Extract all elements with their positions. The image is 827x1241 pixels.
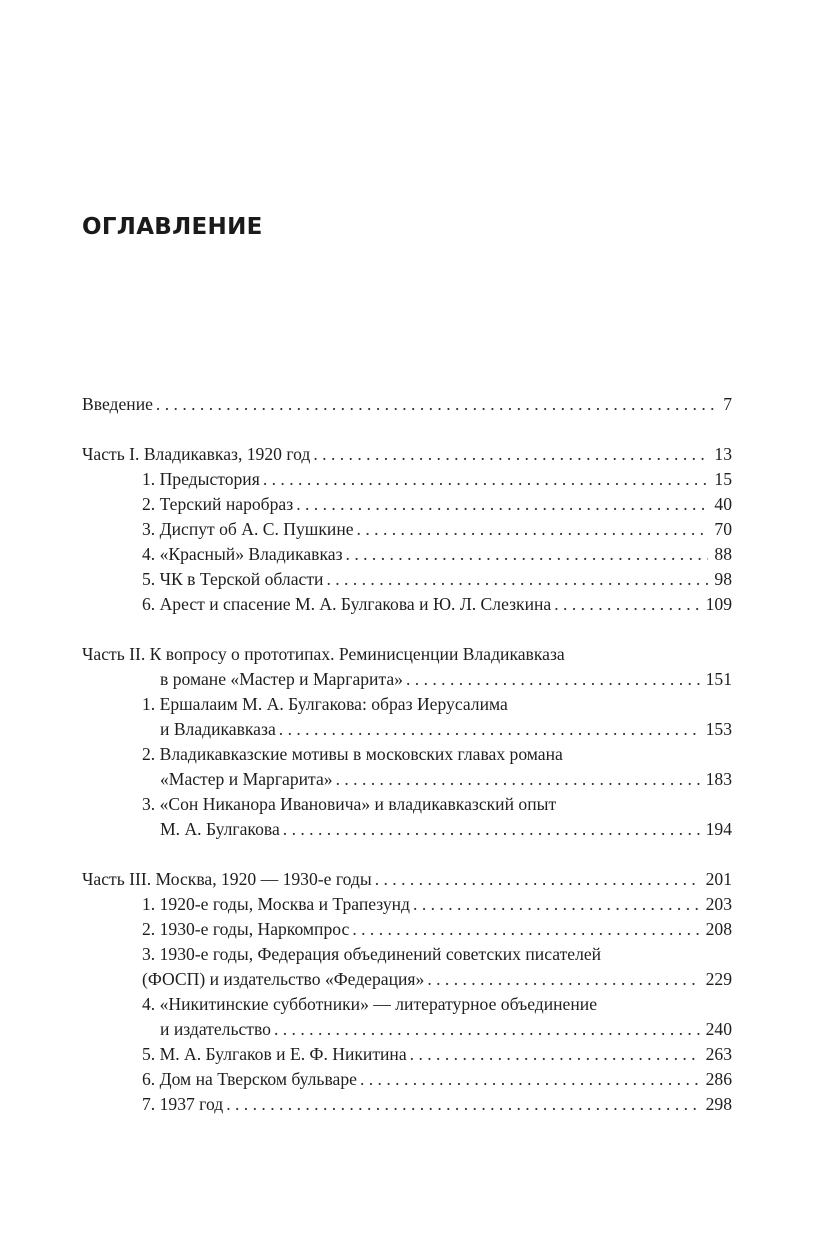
toc-entry-text: «Мастер и Маргарита» bbox=[160, 769, 333, 789]
toc-page-number: 151 bbox=[705, 669, 732, 689]
toc-entry-text: 5. ЧК в Терской области bbox=[142, 569, 324, 589]
toc-entry-text: 2. 1930-е годы, Наркомпрос bbox=[142, 919, 350, 939]
toc-entry-text: Часть I. Владикавказ, 1920 год bbox=[82, 444, 311, 464]
toc-entry-part1-ch3[interactable] bbox=[142, 517, 732, 542]
leader-dots bbox=[296, 492, 708, 517]
toc-entry-part1-ch2[interactable] bbox=[142, 492, 732, 517]
toc-page-number: 109 bbox=[705, 594, 732, 614]
toc-entry-text: 1. Предыстория bbox=[142, 469, 260, 489]
toc-entry-text: 6. Дом на Тверском бульваре bbox=[142, 1069, 357, 1089]
toc-entry-part2[interactable] bbox=[160, 667, 732, 692]
toc-page-number: 263 bbox=[705, 1044, 732, 1064]
toc-entry-text: (ФОСП) и издательство «Федерация» bbox=[142, 969, 425, 989]
toc-entry-part2-line1[interactable]: Часть II. К вопросу о прототипах. Реминисценции Владикавказа bbox=[82, 644, 565, 664]
toc-entry-part2-ch3-line1[interactable]: 3. «Сон Никанора Ивановича» и владикавказский опыт bbox=[142, 794, 557, 814]
leader-dots bbox=[406, 667, 700, 692]
toc-entry-text: 3. Диспут об А. С. Пушкине bbox=[142, 519, 354, 539]
leader-dots bbox=[279, 717, 700, 742]
toc-entry-part1[interactable] bbox=[82, 442, 732, 467]
toc-entry-part3[interactable] bbox=[82, 867, 732, 892]
toc-entry-intro[interactable] bbox=[82, 392, 732, 417]
toc-entry-part3-ch2[interactable] bbox=[142, 917, 732, 942]
toc-page-number: 7 bbox=[723, 394, 732, 414]
leader-dots bbox=[427, 967, 699, 992]
toc-entry-part2-ch1-line1[interactable]: 1. Ершалаим М. А. Булгакова: образ Иерусалима bbox=[142, 694, 508, 714]
toc-entry-part3-ch5[interactable] bbox=[142, 1042, 732, 1067]
leader-dots bbox=[360, 1067, 700, 1092]
toc-entry-text: М. А. Булгакова bbox=[160, 819, 280, 839]
leader-dots bbox=[352, 917, 699, 942]
toc-entry-text: 7. 1937 год bbox=[142, 1094, 224, 1114]
toc-entry-part1-ch6[interactable] bbox=[142, 592, 732, 617]
toc-page-number: 203 bbox=[705, 894, 732, 914]
toc-entry-text: 2. Терский наробраз bbox=[142, 494, 294, 514]
leader-dots bbox=[226, 1092, 699, 1117]
toc-page-number: 229 bbox=[705, 969, 732, 989]
leader-dots bbox=[283, 817, 700, 842]
toc-page-number: 70 bbox=[714, 519, 732, 539]
leader-dots bbox=[413, 892, 700, 917]
toc-page-number: 194 bbox=[705, 819, 732, 839]
leader-dots bbox=[410, 1042, 700, 1067]
leader-dots bbox=[263, 467, 709, 492]
toc-entry-text: Часть III. Москва, 1920 — 1930-е годы bbox=[82, 869, 372, 889]
toc-page-number: 153 bbox=[705, 719, 732, 739]
page-title: ОГЛАВЛЕНИЕ bbox=[82, 214, 263, 240]
leader-dots bbox=[336, 767, 700, 792]
toc-entry-part2-ch3[interactable] bbox=[160, 817, 732, 842]
toc-page-number: 183 bbox=[705, 769, 732, 789]
toc-entry-text: в романе «Мастер и Маргарита» bbox=[160, 669, 403, 689]
toc-entry-part2-ch2-line1[interactable]: 2. Владикавказские мотивы в московских главах романа bbox=[142, 744, 563, 764]
toc-entry-part1-ch5[interactable] bbox=[142, 567, 732, 592]
toc-entry-text: и Владикавказа bbox=[160, 719, 276, 739]
toc-entry-part1-ch4[interactable] bbox=[142, 542, 732, 567]
toc-entry-text: 6. Арест и спасение М. А. Булгакова и Ю. Л. Слезкина bbox=[142, 594, 552, 614]
toc-entry-text: 5. М. А. Булгаков и Е. Ф. Никитина bbox=[142, 1044, 407, 1064]
leader-dots bbox=[357, 517, 709, 542]
toc-entry-part3-ch6[interactable] bbox=[142, 1067, 732, 1092]
toc-page-number: 208 bbox=[705, 919, 732, 939]
toc-page-number: 286 bbox=[705, 1069, 732, 1089]
toc-entry-part3-ch7[interactable] bbox=[142, 1092, 732, 1117]
toc-entry-part3-ch3[interactable] bbox=[142, 967, 732, 992]
toc-entry-part3-ch1[interactable] bbox=[142, 892, 732, 917]
leader-dots bbox=[375, 867, 700, 892]
toc-entry-part3-ch4-line1[interactable]: 4. «Никитинские субботники» — литературное объединение bbox=[142, 994, 597, 1014]
leader-dots bbox=[346, 542, 709, 567]
toc-page-number: 15 bbox=[714, 469, 732, 489]
toc-page-number: 40 bbox=[714, 494, 732, 514]
toc-entry-text: 4. «Красный» Владикавказ bbox=[142, 544, 343, 564]
toc-page-number: 240 bbox=[705, 1019, 732, 1039]
toc-page-number: 98 bbox=[714, 569, 732, 589]
leader-dots bbox=[313, 442, 708, 467]
toc-entry-text: 1. 1920-е годы, Москва и Трапезунд bbox=[142, 894, 411, 914]
toc-entry-part1-ch1[interactable] bbox=[142, 467, 732, 492]
toc-page-number: 13 bbox=[714, 444, 732, 464]
toc-entry-text: Введение bbox=[82, 394, 153, 414]
toc-page-number: 88 bbox=[714, 544, 732, 564]
toc-entry-part3-ch4[interactable] bbox=[160, 1017, 732, 1042]
toc-page-number: 298 bbox=[705, 1094, 732, 1114]
leader-dots bbox=[326, 567, 708, 592]
leader-dots bbox=[156, 392, 717, 417]
toc-entry-part3-ch3-line1[interactable]: 3. 1930-е годы, Федерация объединений советских писателей bbox=[142, 944, 602, 964]
leader-dots bbox=[554, 592, 699, 617]
toc-entry-part2-ch2[interactable] bbox=[160, 767, 732, 792]
toc-page-number: 201 bbox=[705, 869, 732, 889]
toc-entry-part2-ch1[interactable] bbox=[160, 717, 732, 742]
leader-dots bbox=[274, 1017, 700, 1042]
toc-entry-text: и издательство bbox=[160, 1019, 271, 1039]
